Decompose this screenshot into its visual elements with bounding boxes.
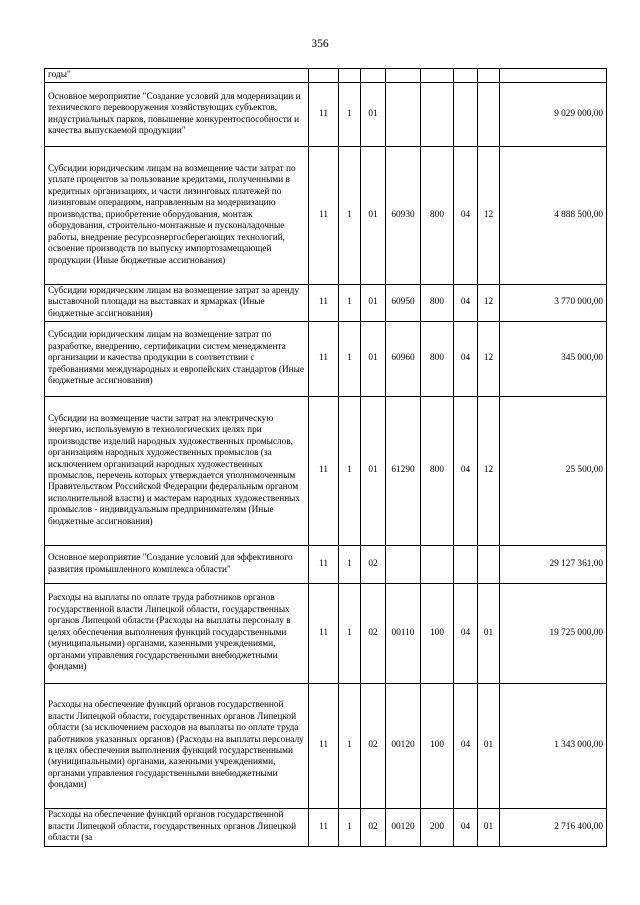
code-expense-type: 800 <box>421 147 454 285</box>
code-direction: 60930 <box>386 147 421 285</box>
table-row <box>45 397 607 546</box>
code-program: 11 <box>309 397 339 546</box>
code-subprogram: 1 <box>339 584 361 684</box>
budget-table <box>44 68 607 847</box>
code-expense-type <box>421 69 454 83</box>
budget-table-body <box>45 69 607 847</box>
table-row <box>45 69 607 83</box>
code-activity: 02 <box>361 584 386 684</box>
code-direction: 00120 <box>386 684 421 809</box>
code-subprogram: 1 <box>339 147 361 285</box>
table-row <box>45 147 607 285</box>
row-name: Основное мероприятие "Создание условий для эффективного развития промышленного комплекса области" <box>45 546 309 584</box>
code-activity: 02 <box>361 684 386 809</box>
code-direction <box>386 83 421 147</box>
row-name: Субсидии юридическим лицам на возмещение затрат за аренду выставочной площади на выставках и ярмарках (Иные бюджетные ассигнования) <box>45 285 309 322</box>
row-amount: 9 029 000,00 <box>500 83 607 147</box>
code-activity: 01 <box>361 285 386 322</box>
code-direction: 00120 <box>386 809 421 847</box>
code-activity: 01 <box>361 322 386 397</box>
code-subsection: 01 <box>478 809 500 847</box>
row-amount: 29 127 361,00 <box>500 546 607 584</box>
code-activity: 01 <box>361 83 386 147</box>
table-row <box>45 809 607 847</box>
row-name: Субсидии юридическим лицам на возмещение затрат по разработке, внедрению, сертификации систем менеджмента организации и качества продукции в соответствии с требованиями международных и европейских стандартов (Иные бюджетные ассигнования) <box>45 322 309 397</box>
code-direction <box>386 546 421 584</box>
code-subsection: 01 <box>478 684 500 809</box>
code-direction: 60960 <box>386 322 421 397</box>
code-program <box>309 69 339 83</box>
code-subsection <box>478 69 500 83</box>
row-name: Расходы на обеспечение функций органов государственной власти Липецкой области, государственных органов Липецкой области (за исключением расходов на выплаты по оплате труда работников указанных органов) (Расходы на выплаты персоналу в целях обеспечения выполнения функций государственными (муниципальными) органами, казенными учреждениями, органами управления государственными внебюджетными фондами) <box>45 684 309 809</box>
code-section: 04 <box>454 322 478 397</box>
code-program: 11 <box>309 684 339 809</box>
code-activity: 02 <box>361 546 386 584</box>
code-section <box>454 69 478 83</box>
code-section: 04 <box>454 147 478 285</box>
code-expense-type <box>421 546 454 584</box>
row-name: Основное мероприятие "Создание условий для модернизации и технического перевооружения хозяйствующих субъектов, индустриальных парков, повышение конкурентоспособности и качества выпускаемой продукции" <box>45 83 309 147</box>
code-subprogram: 1 <box>339 285 361 322</box>
code-program: 11 <box>309 809 339 847</box>
row-amount: 2 716 400,00 <box>500 809 607 847</box>
code-subsection: 12 <box>478 285 500 322</box>
table-row <box>45 285 607 322</box>
code-direction <box>386 69 421 83</box>
code-expense-type: 200 <box>421 809 454 847</box>
code-expense-type: 800 <box>421 285 454 322</box>
code-section: 04 <box>454 809 478 847</box>
code-program: 11 <box>309 285 339 322</box>
table-row <box>45 546 607 584</box>
table-row <box>45 83 607 147</box>
code-section: 04 <box>454 397 478 546</box>
row-amount: 25 500,00 <box>500 397 607 546</box>
code-section: 04 <box>454 584 478 684</box>
code-direction: 60950 <box>386 285 421 322</box>
code-activity: 01 <box>361 147 386 285</box>
code-program: 11 <box>309 83 339 147</box>
code-program: 11 <box>309 147 339 285</box>
code-subsection <box>478 83 500 147</box>
code-activity: 01 <box>361 397 386 546</box>
code-activity: 02 <box>361 809 386 847</box>
code-expense-type: 800 <box>421 322 454 397</box>
code-subprogram <box>339 69 361 83</box>
code-section <box>454 83 478 147</box>
code-expense-type: 800 <box>421 397 454 546</box>
code-activity <box>361 69 386 83</box>
code-section <box>454 546 478 584</box>
row-name: Субсидии юридическим лицам на возмещение части затрат по уплате процентов за пользование кредитами, полученными в кредитных организациях, и части лизинговых платежей по лизинговым операциям, направленным на модернизацию производства, приобретение оборудования, монтаж оборудования, строительно-монтажные и пусконаладочные работы, внедрение ресурсоэнергосберегающих технологий, освоение производств по выпуску импортозамещающей продукции (Иные бюджетные ассигнования) <box>45 147 309 285</box>
code-direction: 61290 <box>386 397 421 546</box>
code-subprogram: 1 <box>339 83 361 147</box>
code-subsection: 12 <box>478 397 500 546</box>
code-expense-type: 100 <box>421 684 454 809</box>
code-subprogram: 1 <box>339 809 361 847</box>
code-subsection <box>478 546 500 584</box>
code-direction: 00110 <box>386 584 421 684</box>
code-subsection: 12 <box>478 322 500 397</box>
row-name: Расходы на обеспечение функций органов государственной власти Липецкой области, государственных органов Липецкой области (за <box>45 809 309 847</box>
code-program: 11 <box>309 546 339 584</box>
table-row <box>45 584 607 684</box>
row-amount: 345 000,00 <box>500 322 607 397</box>
row-name: годы" <box>45 69 309 83</box>
code-subsection: 12 <box>478 147 500 285</box>
code-subprogram: 1 <box>339 684 361 809</box>
row-amount: 1 343 000,00 <box>500 684 607 809</box>
code-subsection: 01 <box>478 584 500 684</box>
row-amount: 3 770 000,00 <box>500 285 607 322</box>
code-subprogram: 1 <box>339 546 361 584</box>
row-amount: 19 725 000,00 <box>500 584 607 684</box>
code-program: 11 <box>309 322 339 397</box>
row-amount <box>500 69 607 83</box>
page-number: 356 <box>311 38 329 50</box>
row-amount: 4 888 500,00 <box>500 147 607 285</box>
table-row <box>45 322 607 397</box>
code-section: 04 <box>454 285 478 322</box>
row-name: Расходы на выплаты по оплате труда работников органов государственной власти Липецкой области, государственных органов Липецкой области (Расходы на выплаты персоналу в целях обеспечения выполнения функций государственными (муниципальными) органами, казенными учреждениями, органами управления государственными внебюджетными фондами) <box>45 584 309 684</box>
table-row <box>45 684 607 809</box>
code-program: 11 <box>309 584 339 684</box>
code-section: 04 <box>454 684 478 809</box>
row-name: Субсидии на возмещение части затрат на электрическую энергию, используемую в технологических целях при производстве изделий народных художественных промыслов, организациям народных художественных промыслов (за исключением организаций народных художественных промыслов, перечень которых утверждается уполномоченным Правительством Российской Федерации федеральным органом исполнительной власти) и мастерам народных художественных промыслов - индивидуальным предпринимателям (Иные бюджетные ассигнования) <box>45 397 309 546</box>
code-subprogram: 1 <box>339 322 361 397</box>
code-expense-type: 100 <box>421 584 454 684</box>
code-expense-type <box>421 83 454 147</box>
code-subprogram: 1 <box>339 397 361 546</box>
